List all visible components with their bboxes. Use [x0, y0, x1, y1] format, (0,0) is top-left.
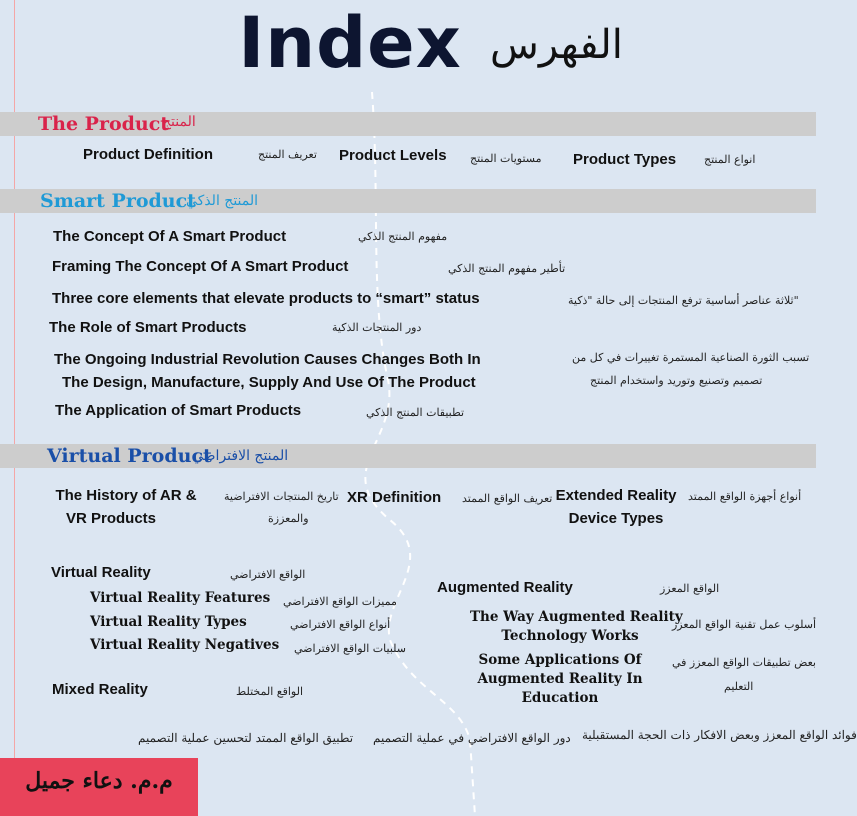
item-smart-framing-ar: تأطير مفهوم المنتج الذكي [448, 262, 566, 275]
item-mixed-reality-ar: الواقع المختلط [236, 685, 304, 698]
item-product-types[interactable]: Product Types [573, 151, 677, 168]
item-ar-apps-line1[interactable]: Some Applications Of [478, 652, 642, 668]
section-title-smart: Smart Product [40, 190, 196, 212]
item-vr-features[interactable]: Virtual Reality Features [90, 590, 271, 606]
item-ar-how-line1[interactable]: The Way Augmented Reality [470, 609, 683, 625]
item-xr-definition[interactable]: XR Definition [347, 489, 442, 506]
item-smart-concept-ar: مفهوم المنتج الذكي [358, 230, 448, 243]
item-mixed-reality[interactable]: Mixed Reality [52, 681, 148, 698]
item-vr-types[interactable]: Virtual Reality Types [90, 614, 247, 630]
item-smart-role[interactable]: The Role of Smart Products [49, 319, 247, 336]
item-smart-three-elements[interactable]: Three core elements that elevate products to “smart” status [52, 290, 480, 307]
item-smart-three-elements-ar: ثلاثة عناصر أساسية ترفع المنتجات إلى حالة "ذكية" [568, 294, 799, 307]
item-ar-apps-ar-line1: بعض تطبيقات الواقع المعزز في [672, 656, 816, 669]
item-ar-how-ar: أسلوب عمل تقنية الواقع المعزز [672, 618, 817, 631]
item-bottom-ar-benefits[interactable]: فوائد الواقع المعزز وبعض الافكار ذات الحجة المستقبلية [582, 728, 857, 742]
item-xr-definition-ar: تعريف الواقع الممتد [462, 492, 553, 505]
item-smart-revolution-line1[interactable]: The Ongoing Industrial Revolution Causes Changes Both In [54, 351, 481, 368]
section-title-product: The Product [38, 113, 170, 135]
section-title-product-ar: المنتج [162, 114, 196, 130]
item-smart-framing[interactable]: Framing The Concept Of A Smart Product [52, 258, 349, 275]
item-history-line1[interactable]: The History of AR & [55, 487, 197, 504]
item-ar-apps-ar-line2: التعليم [724, 680, 754, 693]
item-vr-negatives-ar: سلبيات الواقع الافتراضي [294, 642, 406, 655]
section-title-virtual-ar: المنتج الافتراضي [192, 448, 289, 464]
item-ar-how-line2[interactable]: Technology Works [501, 628, 639, 644]
item-history-ar-line1: تاريخ المنتجات الافتراضية [224, 490, 339, 503]
author-name: م.م. دعاء جميل [25, 768, 173, 794]
section-title-virtual: Virtual Product [47, 445, 212, 467]
item-smart-application[interactable]: The Application of Smart Products [55, 402, 302, 419]
item-product-definition-ar: تعريف المنتج [258, 148, 317, 161]
item-product-types-ar: انواع المنتج [704, 153, 756, 166]
page-title: Index [238, 2, 462, 84]
item-smart-application-ar: تطبيقات المنتج الذكي [366, 406, 465, 419]
item-smart-revolution-ar-line1: تسبب الثورة الصناعية المستمرة تغييرات في كل من [572, 351, 810, 364]
item-history-line2[interactable]: VR Products [65, 510, 156, 527]
item-extended-ar: أنواع أجهزة الواقع الممتد [688, 490, 802, 503]
item-ar-apps-line2[interactable]: Augmented Reality In [477, 671, 643, 687]
item-virtual-reality[interactable]: Virtual Reality [51, 564, 151, 581]
item-smart-revolution-ar-line2: تصميم وتصنيع وتوريد واستخدام المنتج [590, 374, 763, 387]
item-smart-concept[interactable]: The Concept Of A Smart Product [53, 228, 287, 245]
item-vr-types-ar: أنواع الواقع الافتراضي [290, 618, 391, 631]
item-vr-features-ar: مميزات الواقع الافتراضي [283, 595, 397, 608]
item-smart-role-ar: دور المنتجات الذكية [332, 321, 422, 334]
item-vr-negatives[interactable]: Virtual Reality Negatives [90, 637, 280, 653]
item-bottom-vr-design[interactable]: دور الواقع الافتراضي في عملية التصميم [373, 731, 571, 745]
item-virtual-reality-ar: الواقع الافتراضي [230, 568, 306, 581]
page-title-arabic: الفهرس [490, 22, 623, 68]
item-extended-line1[interactable]: Extended Reality [555, 487, 677, 504]
item-product-definition[interactable]: Product Definition [83, 146, 213, 163]
item-product-levels[interactable]: Product Levels [339, 147, 447, 164]
item-augmented-reality-ar: الواقع المعزز [660, 582, 720, 595]
item-bottom-xr-design[interactable]: تطبيق الواقع الممتد لتحسين عملية التصميم [138, 731, 354, 745]
item-product-levels-ar: مستويات المنتج [470, 152, 542, 165]
section-title-smart-ar: المنتج الذكي [186, 193, 259, 209]
item-ar-apps-line3[interactable]: Education [521, 690, 599, 706]
item-extended-line2[interactable]: Device Types [568, 510, 664, 527]
item-augmented-reality[interactable]: Augmented Reality [437, 579, 573, 596]
item-smart-revolution-line2[interactable]: The Design, Manufacture, Supply And Use Of The Product [62, 374, 476, 391]
item-history-ar-line2: والمعززة [268, 512, 309, 525]
